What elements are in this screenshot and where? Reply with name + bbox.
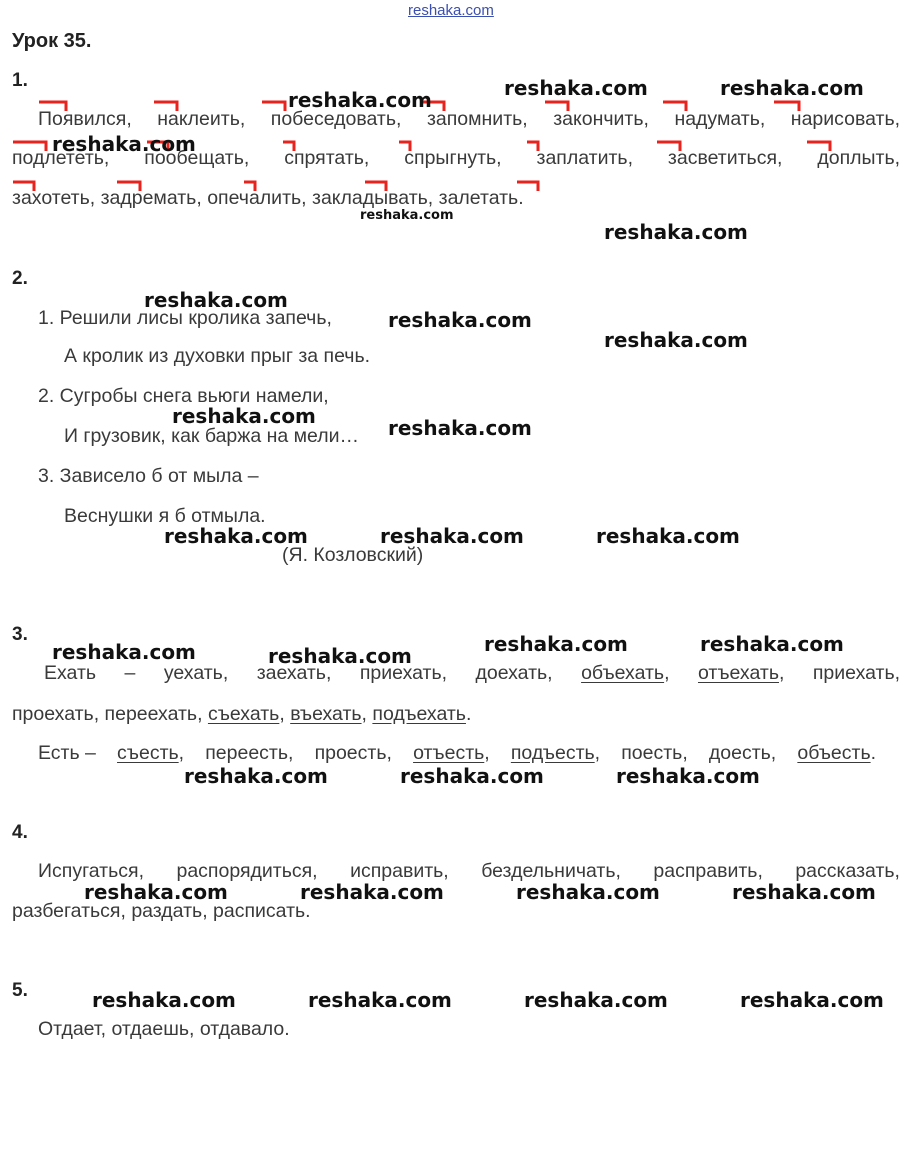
watermark: reshaka.com (388, 416, 532, 440)
word: Есть – (38, 742, 96, 764)
watermark: reshaka.com (360, 208, 454, 223)
word: задремать, (100, 187, 202, 209)
word: проесть, (314, 742, 392, 764)
word: Появился, (38, 108, 132, 130)
watermark: reshaka.com (740, 988, 884, 1012)
underlined-word: объехать (581, 662, 665, 684)
word: закладывать, (312, 187, 434, 209)
word: Испугаться, (38, 860, 144, 882)
underlined-word: отъесть (413, 742, 485, 764)
punctuation: , (178, 742, 185, 764)
underlined-word: съесть (117, 742, 179, 764)
word: спрыгнуть, (404, 147, 502, 169)
task-5-number: 5. (12, 980, 28, 1001)
watermark: reshaka.com (268, 644, 412, 668)
watermark: reshaka.com (380, 524, 524, 548)
task-3-row-2 (12, 703, 471, 726)
word: побеседовать, (270, 108, 402, 130)
watermark: reshaka.com (504, 76, 648, 100)
watermark: reshaka.com (184, 764, 328, 788)
punctuation: , (279, 703, 285, 725)
task-5-line-1: Отдает, отдаешь, отдавало. (38, 1018, 290, 1040)
word: бездельничать, (481, 860, 621, 882)
poem-line: Веснушки я б отмыла. (64, 505, 266, 527)
task-1-line-1 (38, 108, 900, 131)
underlined-word: отъехать (697, 662, 779, 684)
word: залетать. (438, 187, 524, 209)
word: Ехать (44, 662, 97, 684)
site-header-link[interactable]: reshaka.com (408, 2, 494, 19)
task-4-line-2: разбегаться, раздать, расписать. (12, 900, 311, 922)
underlined-word: объесть (797, 742, 871, 764)
word: распорядиться, (176, 860, 318, 882)
watermark: reshaka.com (308, 988, 452, 1012)
punctuation: . (870, 742, 877, 764)
watermark: reshaka.com (700, 632, 844, 656)
task-4-number: 4. (12, 822, 28, 843)
word (290, 703, 367, 726)
watermark: reshaka.com (144, 288, 288, 312)
word: наклеить, (157, 108, 246, 130)
word: нарисовать, (790, 108, 901, 130)
word: рассказать, (795, 860, 900, 882)
word (372, 703, 471, 726)
punctuation: , (594, 742, 601, 764)
word: приехать, (812, 662, 901, 684)
word: приехать, (359, 662, 448, 684)
watermark: reshaka.com (616, 764, 760, 788)
task-3-row-1 (44, 662, 900, 685)
watermark: reshaka.com (484, 632, 628, 656)
word: проехать, (12, 703, 100, 725)
word (698, 662, 784, 685)
task-3-number: 3. (12, 624, 28, 645)
word: переесть, (205, 742, 294, 764)
word (511, 742, 600, 765)
task-1-line-3 (12, 187, 524, 210)
watermark: reshaka.com (172, 404, 316, 428)
word (208, 703, 285, 726)
word: доплыть, (817, 147, 901, 169)
watermark: reshaka.com (720, 76, 864, 100)
punctuation: , (484, 742, 490, 764)
punctuation: , (778, 662, 785, 684)
task-1-number: 1. (12, 70, 28, 91)
word (581, 662, 669, 685)
word: запомнить, (426, 108, 528, 130)
underlined-word: подъесть (510, 742, 595, 764)
watermark: reshaka.com (388, 308, 532, 332)
underlined-word: съехать (207, 703, 280, 725)
word: надумать, (674, 108, 766, 130)
word: спрятать, (284, 147, 370, 169)
poem-line: А кролик из духовки прыг за печь. (64, 345, 371, 367)
word (117, 742, 184, 765)
lesson-title: Урок 35. (12, 30, 92, 52)
word: поесть, (621, 742, 688, 764)
word: заплатить, (536, 147, 633, 169)
poem-line: 2. Сугробы снега вьюги намели, (38, 385, 329, 407)
word: – (124, 662, 136, 684)
watermark: reshaka.com (400, 764, 544, 788)
task-3-row-3 (38, 742, 876, 765)
watermark: reshaka.com (300, 880, 444, 904)
underlined-word: въехать (290, 703, 362, 725)
word: захотеть, (12, 187, 96, 209)
word (413, 742, 490, 765)
watermark: reshaka.com (288, 88, 432, 112)
word: расправить, (653, 860, 763, 882)
watermark: reshaka.com (92, 988, 236, 1012)
word: переехать, (104, 703, 203, 725)
task-2-number: 2. (12, 268, 28, 289)
poem-line: 3. Зависело б от мыла – (38, 465, 259, 487)
watermark: reshaka.com (524, 988, 668, 1012)
punctuation: . (465, 703, 472, 725)
word: подлететь, (12, 147, 110, 169)
word (797, 742, 876, 765)
word: доесть, (708, 742, 777, 764)
watermark: reshaka.com (596, 524, 740, 548)
underlined-word: подъехать (372, 703, 466, 725)
word: закончить, (553, 108, 649, 130)
watermark: reshaka.com (604, 220, 748, 244)
punctuation: , (361, 703, 367, 725)
watermark: reshaka.com (732, 880, 876, 904)
word: доехать, (475, 662, 553, 684)
word: опечалить, (207, 187, 307, 209)
watermark: reshaka.com (52, 132, 196, 156)
watermark: reshaka.com (164, 524, 308, 548)
word: исправить, (350, 860, 449, 882)
poem-line: 1. Решили лисы кролика запечь, (38, 307, 332, 329)
watermark: reshaka.com (604, 328, 748, 352)
word: засветиться, (667, 147, 783, 169)
punctuation: , (664, 662, 670, 684)
word: пообещать, (144, 147, 250, 169)
poem-line: И грузовик, как баржа на мели… (64, 425, 359, 447)
poem-author: (Я. Козловский) (282, 544, 424, 566)
watermark: reshaka.com (52, 640, 196, 664)
watermark: reshaka.com (516, 880, 660, 904)
watermark: reshaka.com (84, 880, 228, 904)
word: заехать, (256, 662, 332, 684)
word: уехать, (163, 662, 229, 684)
